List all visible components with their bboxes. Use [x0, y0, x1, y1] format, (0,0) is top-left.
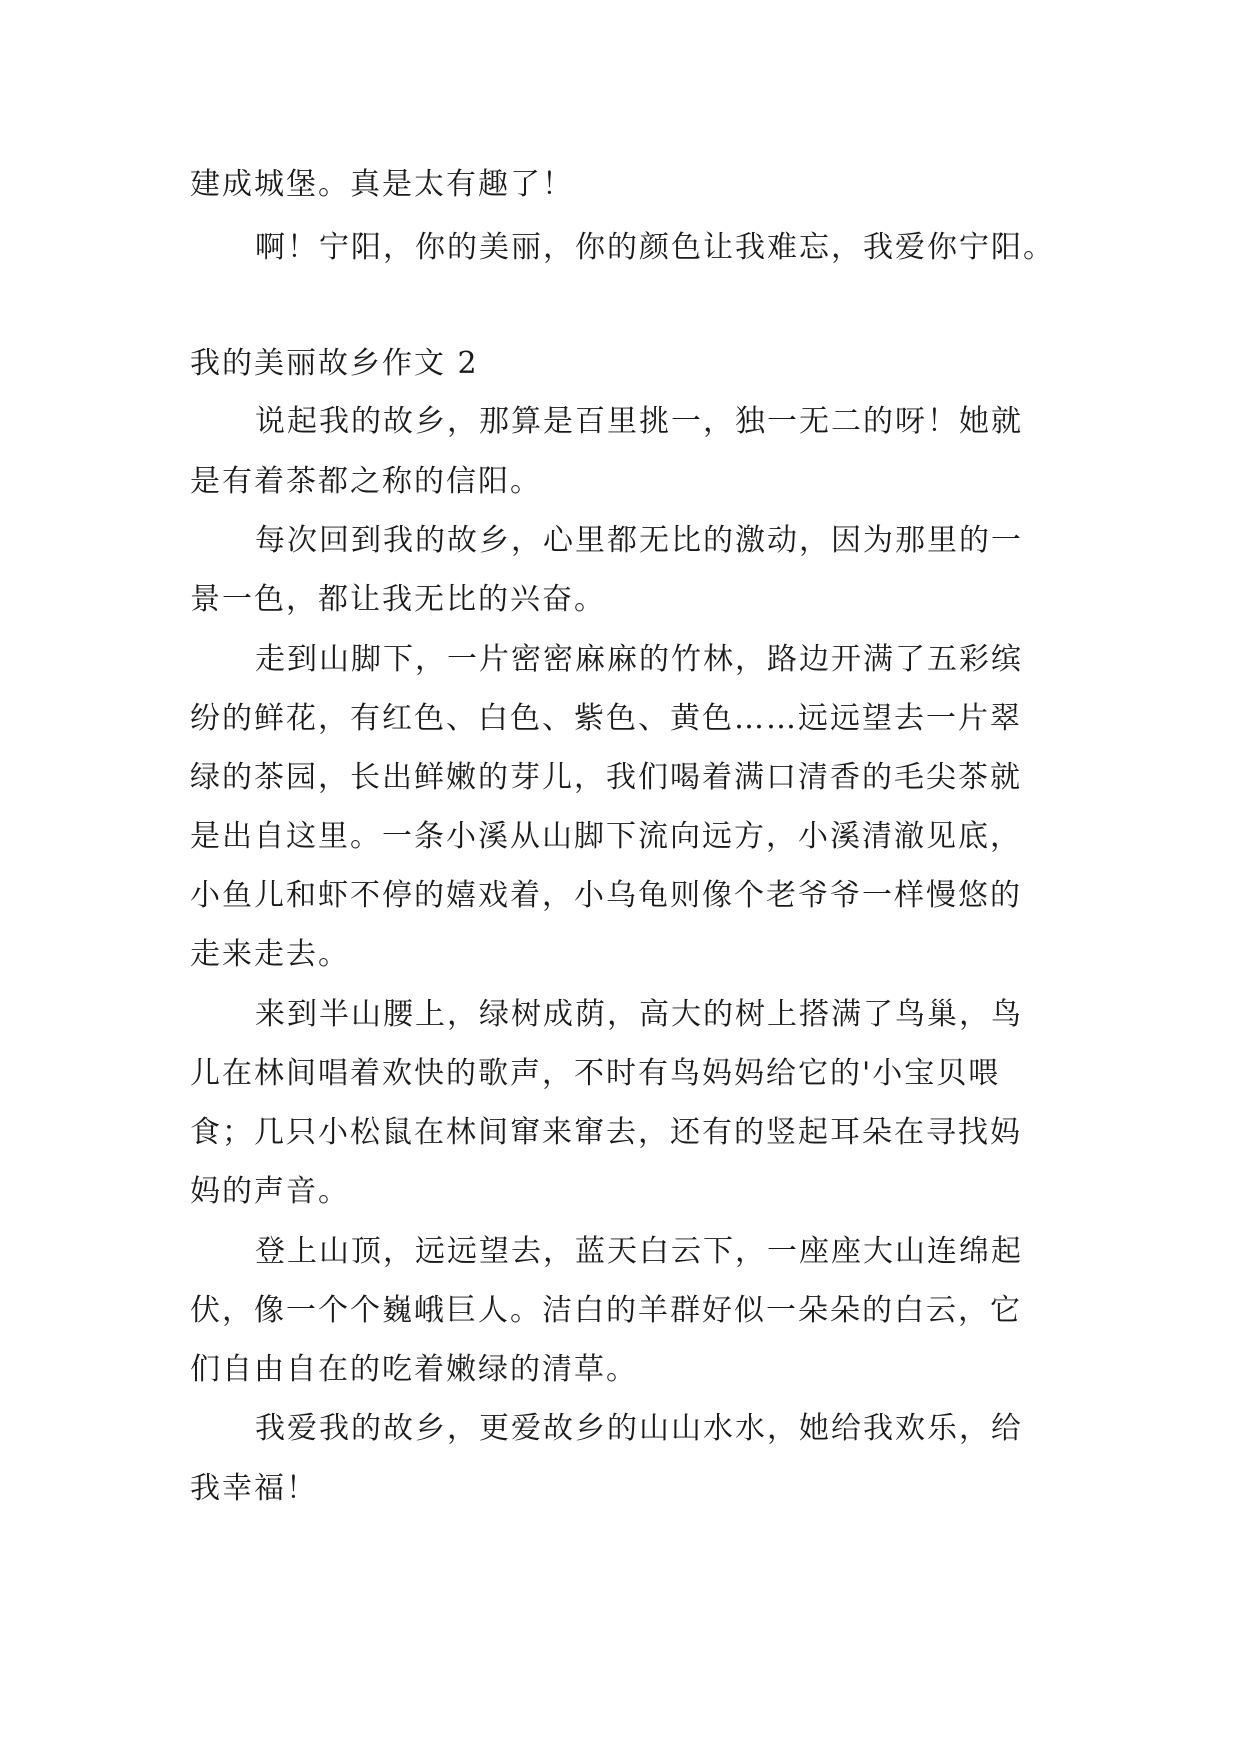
- text-line: 来到半山腰上，绿树成荫，高大的树上搭满了鸟巢，鸟: [255, 997, 1023, 1032]
- text-line: 走到山脚下，一片密密麻麻的竹林，路边开满了五彩缤: [255, 642, 1023, 677]
- text-line: 们自由自在的吃着嫩绿的清草。: [190, 1352, 638, 1387]
- text-line: 每次回到我的故乡，心里都无比的激动，因为那里的一: [255, 523, 1023, 558]
- text-line: 建成城堡。真是太有趣了！: [190, 167, 574, 202]
- text-line: 登上山顶，远远望去，蓝天白云下，一座座大山连绵起: [255, 1234, 1023, 1269]
- text-line: 儿在林间唱着欢快的歌声，不时有鸟妈妈给它的'小宝贝喂: [190, 1056, 1001, 1091]
- text-line: 伏，像一个个巍峨巨人。洁白的羊群好似一朵朵的白云，它: [190, 1293, 1022, 1328]
- text-line: 我爱我的故乡，更爱故乡的山山水水，她给我欢乐，给: [255, 1411, 1023, 1446]
- section-heading: 我的美丽故乡作文 2: [190, 346, 479, 381]
- text-line: 小鱼儿和虾不停的嬉戏着，小乌龟则像个老爷爷一样慢悠的: [190, 878, 1022, 913]
- text-line: 绿的茶园，长出鲜嫩的芽儿，我们喝着满口清香的毛尖茶就: [190, 760, 1022, 795]
- text-line: 景一色，都让我无比的兴奋。: [190, 582, 606, 617]
- text-line: 食；几只小松鼠在林间窜来窜去，还有的竖起耳朵在寻找妈: [190, 1115, 1022, 1150]
- text-line: 妈的声音。: [190, 1174, 350, 1209]
- text-line: 说起我的故乡，那算是百里挑一，独一无二的呀！她就: [255, 404, 1023, 439]
- text-line: 是出自这里。一条小溪从山脚下流向远方，小溪清澈见底，: [190, 819, 1022, 854]
- text-line: 走来走去。: [190, 937, 350, 972]
- text-line: 啊！宁阳，你的美丽，你的颜色让我难忘，我爱你宁阳。: [255, 230, 1055, 265]
- text-line: 是有着茶都之称的信阳。: [190, 464, 542, 499]
- text-line: 我幸福！: [190, 1471, 318, 1506]
- text-line: 纷的鲜花，有红色、白色、紫色、黄色……远远望去一片翠: [190, 701, 1022, 736]
